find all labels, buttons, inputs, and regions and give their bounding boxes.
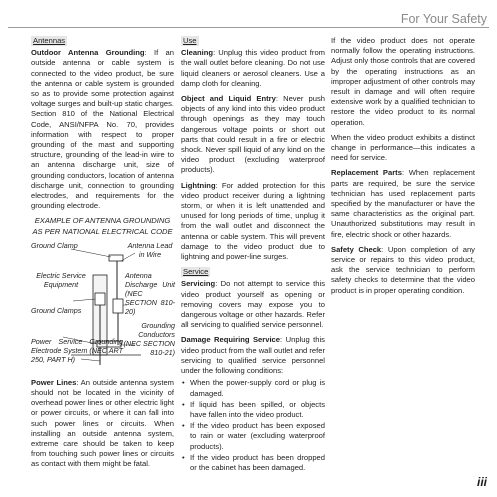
column-2 <box>181 36 325 474</box>
object-liquid-paragraph: Object and Liquid Entry: Never push objects of any kind into this video product through openings as they may touch dangerous voltage points or short out parts that could result in a fire or electric shock. Never spill liquid of any kind on the video product (excluding waterproof products). <box>181 94 325 175</box>
section-tag-antennas: Antennas <box>33 36 66 45</box>
servicing-paragraph: Servicing: Do not attempt to service this video product yourself as opening or removing covers may expose you to dangerous voltage or other hazards. Refer all servicing to qualified service personnel. <box>181 279 325 330</box>
label-ground-clamp: Ground Clamp <box>31 240 78 250</box>
power-lines-paragraph: Power Lines: An outside antenna system should not be located in the vicinity of overhead power lines or other electric light or power circuits, or where it can fall into such power lines or circuits. When installing an outside antenna system, extreme care should be taken to keep from touching such power lines or circuits as contact with them might be fatal. <box>31 377 175 469</box>
list-item: • If the video product has been dropped or the cabinet has been damaged. <box>181 453 325 473</box>
section-tag-service: Service <box>183 267 209 277</box>
safety-check-paragraph: Safety Check: Upon completion of any service or repairs to this video product, ask the service technician to perform safety checks to determine that the video product is in proper operating condition. <box>331 244 475 295</box>
column-1 <box>31 36 174 475</box>
replacement-parts-paragraph: Replacement Parts: When replacement parts are required, be sure the service technician has used replacement parts specified by the manufacturer or have the same characteristics as the original part. Unauthorized substitutions may result in fire, electric shock or other hazards. <box>331 168 475 239</box>
abnormal-operation-paragraph: If the video product does not operate normally follow the operating instructions. Adjust only those controls that are covered by the operating instructions as an improper adjustment of other controls may result in damage and will often require extensive work by a qualified technician to restore the video product to its normal operation. <box>331 36 475 127</box>
outdoor-grounding-paragraph: Outdoor Antenna Grounding: If an outside antenna or cable system is connected to the video product, be sure the antenna or cable system is grounded so as to provide some protection against voltage surges and built-up static charges. Section 810 of the National Electrical Code, ANSI/NFPA No. 70, provides information with respect to proper grounding of the mast and supporting structure, grounding of the lead-in wire to an antenna discharge unit, size of grounding conductors, location of antenna discharge unit, connection to grounding electrodes, and requirements for the grounding electrode. <box>31 48 174 211</box>
cleaning-paragraph: Cleaning: Unplug this video product from the wall outlet before cleaning. Do not use liquid cleaners or aerosol cleaners. Use a damp cloth for cleaning. <box>181 48 325 88</box>
label-discharge-unit: Antenna Discharge Unit (NEC SECTION 810-20) <box>125 270 175 316</box>
list-item: • If the video product has been exposed to rain or water (excluding waterproof products). <box>181 421 325 452</box>
grounding-diagram <box>31 241 174 373</box>
conditions-list <box>181 378 325 473</box>
section-tag-use: Use <box>183 36 197 45</box>
label-grounding-conductors: Grounding Conductors (NEC SECTION 810-21) <box>123 320 175 357</box>
label-service-equipment: Electric Service Equipment <box>36 270 86 289</box>
damage-paragraph: Damage Requiring Service: Unplug this video product from the wall outlet and refer servicing to qualified service personnel under the following conditions: <box>181 335 325 376</box>
lightning-paragraph: Lightning: For added protection for this video product receiver during a lightning storm, or when it is left unattended and unused for long periods of time, unplug it from the wall outlet and disconnect the antenna or cable system. This will prevent damage to the video product due to lightning and power-line surges. <box>181 180 325 262</box>
diagram-caption: EXAMPLE OF ANTENNA GROUNDING AS PER NATIONAL ELECTRICAL CODE <box>32 216 173 236</box>
list-item: • When the power-supply cord or plug is damaged. <box>181 378 325 398</box>
label-lead-in-wire: Antenna Lead in Wire <box>127 240 173 259</box>
header-rule <box>8 27 489 28</box>
label-ground-clamps: Ground Clamps <box>31 305 82 315</box>
section-title: For Your Safety <box>400 12 487 26</box>
page-header <box>0 0 497 28</box>
performance-change-paragraph: When the video product exhibits a distinct change in performance—this indicates a need for service. <box>331 132 475 163</box>
column-3 <box>331 36 475 301</box>
page-number: iii <box>476 475 487 489</box>
list-item: • If liquid has been spilled, or objects have fallen into the video product. <box>181 400 325 420</box>
label-electrode-system: Power Service Grounding Electrode System (NEC ART 250, PART H) <box>31 336 123 364</box>
